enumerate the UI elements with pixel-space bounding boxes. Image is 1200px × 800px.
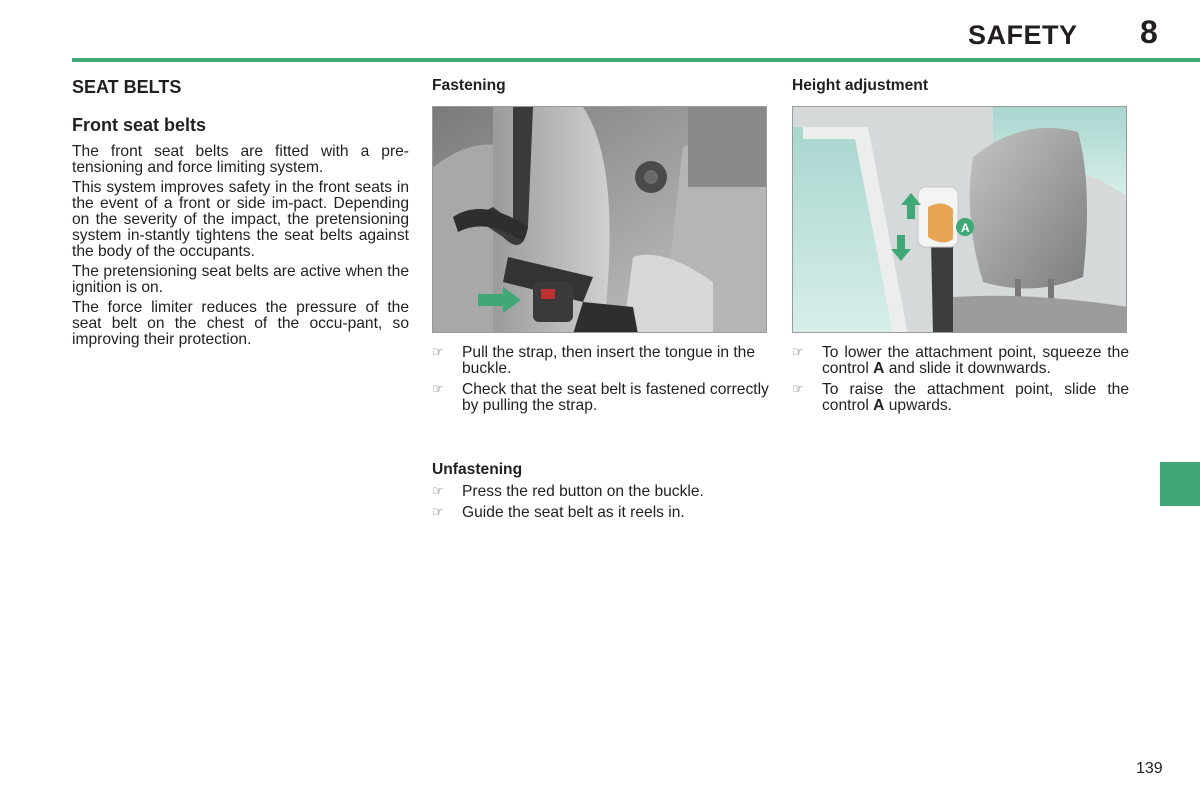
step-text: Pull the strap, then insert the tongue in the buckle. [462,344,756,377]
step-text: Guide the seat belt as it reels in. [462,504,685,521]
height-adjustment-heading: Height adjustment [792,77,929,94]
page-header-title: SAFETY [968,20,1078,50]
header-rule [72,58,1200,62]
height-adjustment-steps [792,345,1129,414]
fastening-column [432,76,769,419]
unfastening-section [432,460,769,526]
list-item [432,382,769,414]
page-number: 139 [1136,760,1163,777]
control-label: A [873,360,885,377]
list-item [792,382,1129,414]
paragraph: The front seat belts are fitted with a pre-tensioning and force limiting system. [72,143,409,176]
pointing-hand-icon: ☞ [792,345,804,360]
control-a-marker: A [961,221,970,235]
unfastening-steps [432,484,769,521]
unfastening-heading: Unfastening [432,461,523,478]
pointing-hand-icon: ☞ [432,382,444,397]
step-text-part: To raise the attachment point, slide the control [822,381,1129,414]
height-adjustment-column [792,76,1129,419]
step-text-part: upwards. [884,397,953,414]
fastening-steps [432,345,769,414]
pointing-hand-icon: ☞ [432,505,444,520]
paragraph: The force limiter reduces the pressure of the seat belt on the chest of the occu-pant, so improving their protection. [72,299,409,348]
chapter-side-tab[interactable] [1160,462,1200,506]
step-text-part: and slide it downwards. [884,360,1051,377]
paragraph: This system improves safety in the front seats in the event of a front or side im-pact. Depending on the severity of the impact, the pretensioning system in-stantly tightens the seat belts against the body of the occupants. [72,179,409,260]
list-item [432,505,769,521]
pointing-hand-icon: ☞ [792,382,804,397]
control-label: A [873,397,885,414]
pointing-hand-icon: ☞ [432,345,444,360]
paragraph: The pretensioning seat belts are active when the ignition is on. [72,263,409,296]
fastening-heading: Fastening [432,77,506,94]
list-item [432,484,769,500]
height-adjustment-illustration [792,106,1127,333]
subsection-heading: Front seat belts [72,115,207,135]
chapter-number: 8 [1140,14,1158,50]
step-text: Press the red button on the buckle. [462,483,704,500]
pointing-hand-icon: ☞ [432,484,444,499]
step-text-part: To lower the attachment point, squeeze the control [822,344,1129,377]
intro-column [72,76,409,352]
step-text: Check that the seat belt is fastened correctly by pulling the strap. [462,381,769,414]
list-item [792,345,1129,377]
fastening-illustration [432,106,767,333]
list-item [432,345,769,377]
section-heading: SEAT BELTS [72,77,182,97]
